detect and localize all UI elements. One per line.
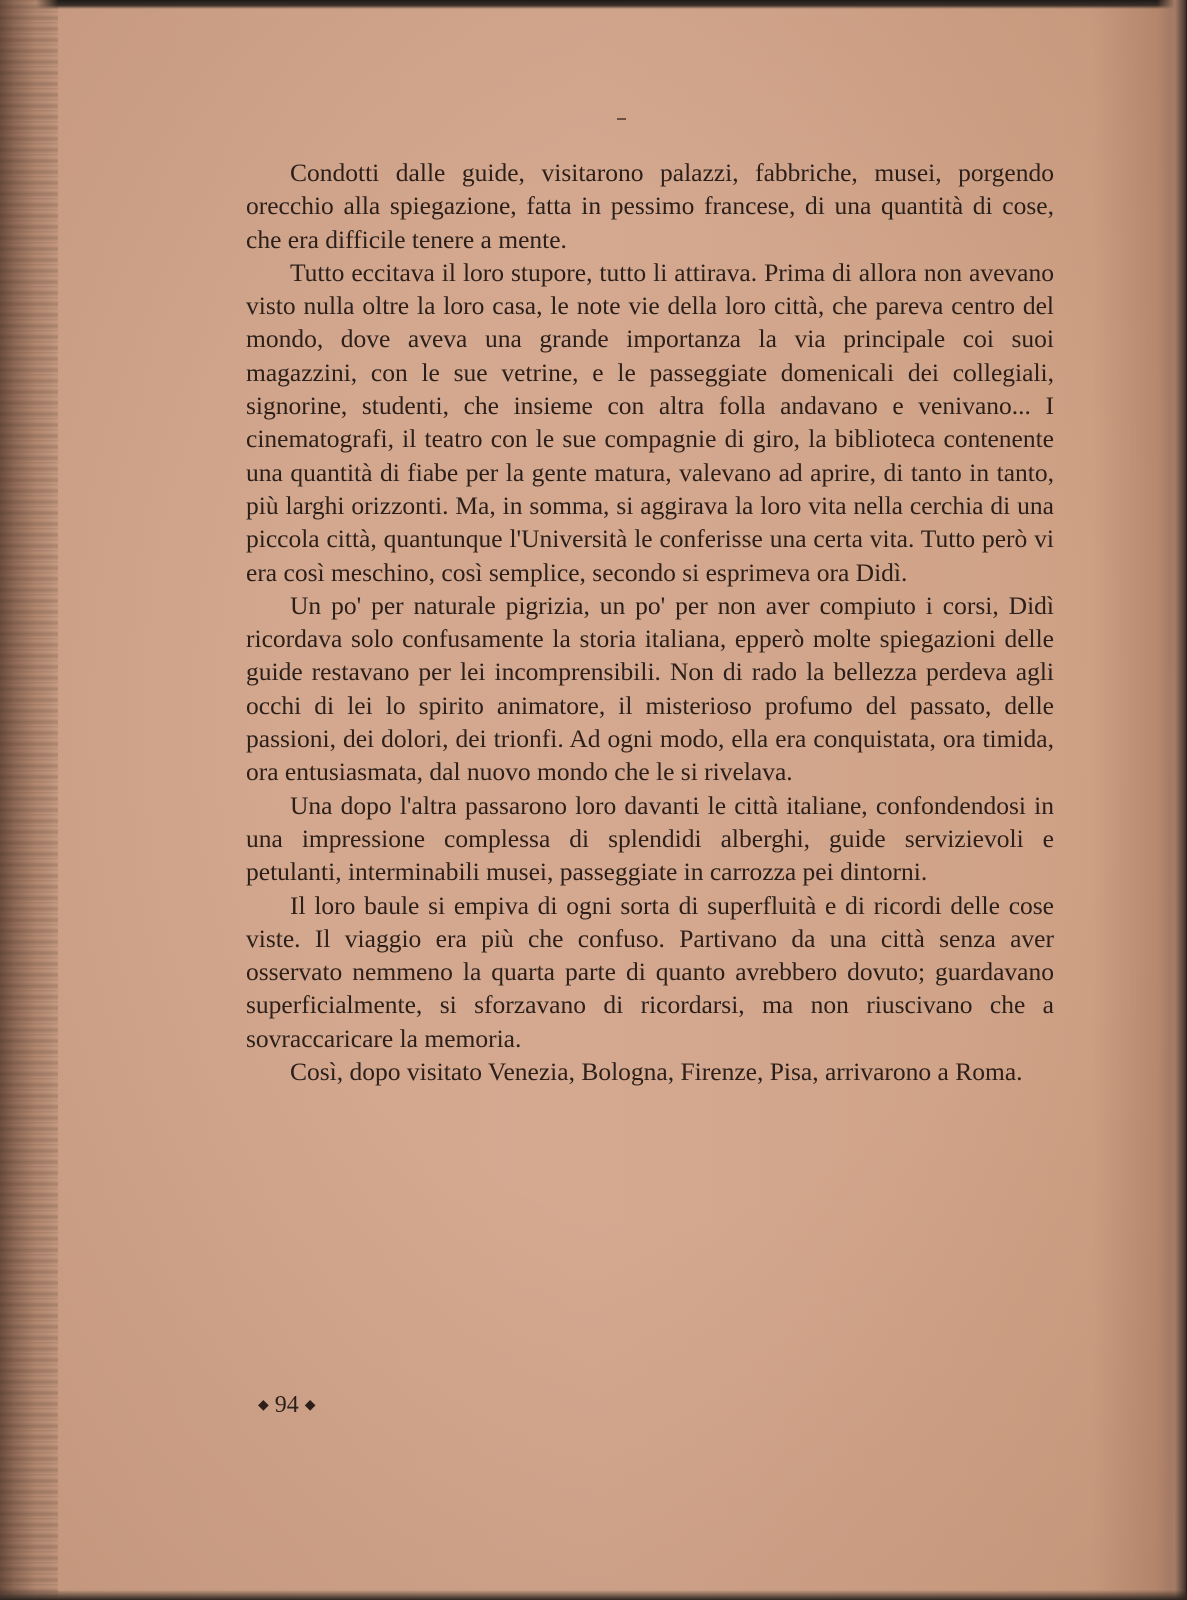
ornament-diamond-icon: ◆ [304, 1398, 316, 1413]
page-bottom-edge [0, 1590, 1187, 1600]
page-right-edge [1157, 0, 1187, 1600]
paragraph: Così, dopo visitato Venezia, Bologna, Firenze, Pisa, arrivarono a Roma. [290, 1057, 1023, 1087]
paragraph: Il loro baule si empiva di ogni sorta di superfluità e di ricordi delle cose viste. Il viaggio era più che confuso. Partivano da una città senza aver osservato nemmeno la quarta parte di quanto avrebbero dovuto; guardavano superficialmente, si sforzavano di ricordarsi, ma non riuscivano che a sovraccaricare la memoria. [246, 890, 1054, 1053]
page-binding-edge [0, 0, 58, 1600]
printer-mark [617, 118, 626, 120]
body-text [246, 156, 1054, 1088]
page-number: 94 [274, 1392, 299, 1418]
paragraph: Una dopo l'altra passarono loro davanti le città italiane, confondendosi in una impressione complessa di splendidi alberghi, guide servizievoli e petulanti, interminabili musei, passeggiate in carrozza pei dintorni. [246, 790, 1054, 887]
page-number-footer [258, 1392, 316, 1419]
paragraph: Condotti dalle guide, visitarono palazzi, fabbriche, musei, porgendo orecchio alla spiegazione, fatta in pessimo francese, di una quantità di cose, che era difficile tenere a mente. [246, 158, 1054, 254]
paragraph: Un po' per naturale pigrizia, un po' per non aver compiuto i corsi, Didì ricordava solo confusamente la storia italiana, epperò molte spiegazioni delle guide restavano per lei incomprensibili. Non di rado la bellezza perdeva agli occhi di lei lo spirito animatore, il misterioso profumo del passato, delle passioni, dei dolori, dei trionfi. Ad ogni modo, ella era conquistata, ora timida, ora entusiasmata, dal nuovo mondo che le si rivelava. [246, 590, 1054, 787]
ornament-diamond-icon: ◆ [258, 1398, 269, 1413]
paragraph: Tutto eccitava il loro stupore, tutto li attirava. Prima di allora non avevano visto nulla oltre la loro casa, le note vie della loro città, che pareva centro del mondo, dove aveva una grande importanza la via principale coi suoi magazzini, con le sue vetrine, e le passeggiate domenicali dei collegiali, signorine, studenti, che insieme con altra folla andavano e venivano... I cinematografi, il teatro con le sue compagnie di giro, la biblioteca contenente una quantità di fiabe per la gente matura, valevano ad aprire, di tanto in tanto, più larghi orizzonti. Ma, in somma, si aggirava la loro vita nella cerchia di una piccola città, quantunque l'Università le conferisse una certa vita. Tutto però vi era così meschino, così semplice, secondo si esprimeva ora Didì. [246, 257, 1054, 587]
page-top-edge [0, 0, 1187, 9]
